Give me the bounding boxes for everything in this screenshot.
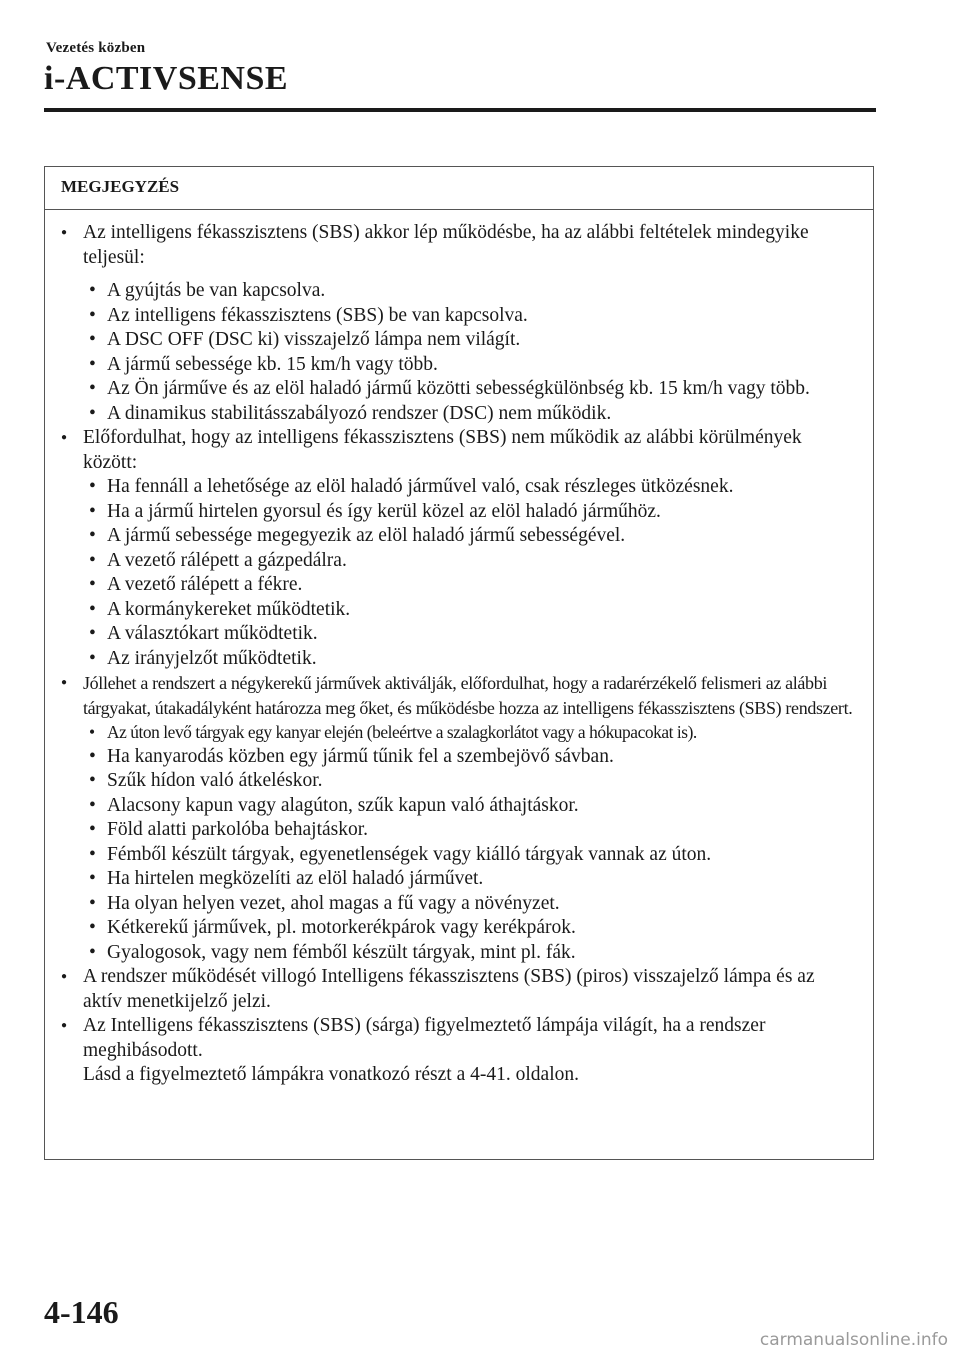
note-body [45,210,873,1088]
note-item-text: Az intelligens fékasszisztens (SBS) akkor lép működésbe, ha az alábbi feltételek mindegyike teljesül: [83,222,809,268]
sub-list [61,279,853,426]
note-item [61,426,853,475]
sub-item: • Ha fennáll a lehetősége az elöl haladó járművel való, csak részleges ütközésnek. [61,475,853,500]
sub-item: • A vezető rálépett a gázpedálra. [61,549,853,574]
note-item-text: Jóllehet a rendszert a négykerekű járművek aktiválják, előfordulhat, hogy a radarérzékelő felismeri az alábbi tárgyakat, útakadályként határozza meg őket, és működésbe hozza az intelligens fékasszisztens (SBS) rendszert. [83,673,853,718]
page-number: 4-146 [44,1294,119,1330]
sub-item: • A jármű sebessége kb. 15 km/h vagy több. [61,353,853,378]
sub-item: • A dinamikus stabilitásszabályozó rendszer (DSC) nem működik. [61,402,853,427]
sub-item: • A gyújtás be van kapcsolva. [61,279,853,304]
chapter-label: Vezetés közben [46,40,146,56]
sub-item: • Az úton levő tárgyak egy kanyar elején (beleértve a szalagkorlátot vagy a hókupacokat is). [61,720,853,745]
sub-item: • Föld alatti parkolóba behajtáskor. [61,818,853,843]
cross-reference: Lásd a figyelmeztető lámpákra vonatkozó részt a 4-41. oldalon. [83,1064,579,1085]
sub-item: • Ha kanyarodás közben egy jármű tűnik fel a szembejövő sávban. [61,745,853,770]
note-item-text: Az Intelligens fékasszisztens (SBS) (sárga) figyelmeztető lámpája világít, ha a rendszer meghibásodott. [83,1015,766,1061]
sub-item: • Ha olyan helyen vezet, ahol magas a fű vagy a növényzet. [61,892,853,917]
sub-item: • Ha a jármű hirtelen gyorsul és így kerül közel az elöl haladó járműhöz. [61,500,853,525]
sub-item: • A DSC OFF (DSC ki) visszajelző lámpa nem világít. [61,328,853,353]
sub-item: • Az irányjelzőt működtetik. [61,647,853,672]
section-title: i-ACTIVSENSE [44,60,289,97]
note-item [61,221,853,270]
sub-list [61,475,853,671]
note-item-text: Előfordulhat, hogy az intelligens fékasszisztens (SBS) nem működik az alábbi körülmények között: [83,427,802,473]
sub-item: • A jármű sebessége megegyezik az elöl haladó jármű sebességével. [61,524,853,549]
sub-item: • Gyalogosok, vagy nem fémből készült tárgyak, mint pl. fák. [61,941,853,966]
sub-item: • Szűk hídon való átkeléskor. [61,769,853,794]
sub-item: • Az Ön járműve és az elöl haladó jármű közötti sebességkülönbség kb. 15 km/h vagy több. [61,377,853,402]
sub-item: • Alacsony kapun vagy alagúton, szűk kapun való áthajtáskor. [61,794,853,819]
note-box [44,166,874,1160]
note-item [61,1014,853,1088]
sub-item: • A választókart működtetik. [61,622,853,647]
sub-item: • Fémből készült tárgyak, egyenetlenségek vagy kiálló tárgyak vannak az úton. [61,843,853,868]
note-heading: MEGJEGYZÉS [45,167,873,210]
sub-list [61,720,853,965]
note-item-text: A rendszer működését villogó Intelligens fékasszisztens (SBS) (piros) visszajelző lámpa és az aktív menetkijelző jelzi. [83,966,815,1012]
sub-item: • Kétkerekű járművek, pl. motorkerékpárok vagy kerékpárok. [61,916,853,941]
sub-item: • A kormánykereket működtetik. [61,598,853,623]
sub-item: • Az intelligens fékasszisztens (SBS) be van kapcsolva. [61,304,853,329]
title-rule [44,108,876,112]
note-item [61,671,853,720]
sub-item: • Ha hirtelen megközelíti az elöl haladó járművet. [61,867,853,892]
note-item [61,965,853,1014]
watermark: carmanualsonline.info [759,1330,948,1350]
sub-item: • A vezető rálépett a fékre. [61,573,853,598]
